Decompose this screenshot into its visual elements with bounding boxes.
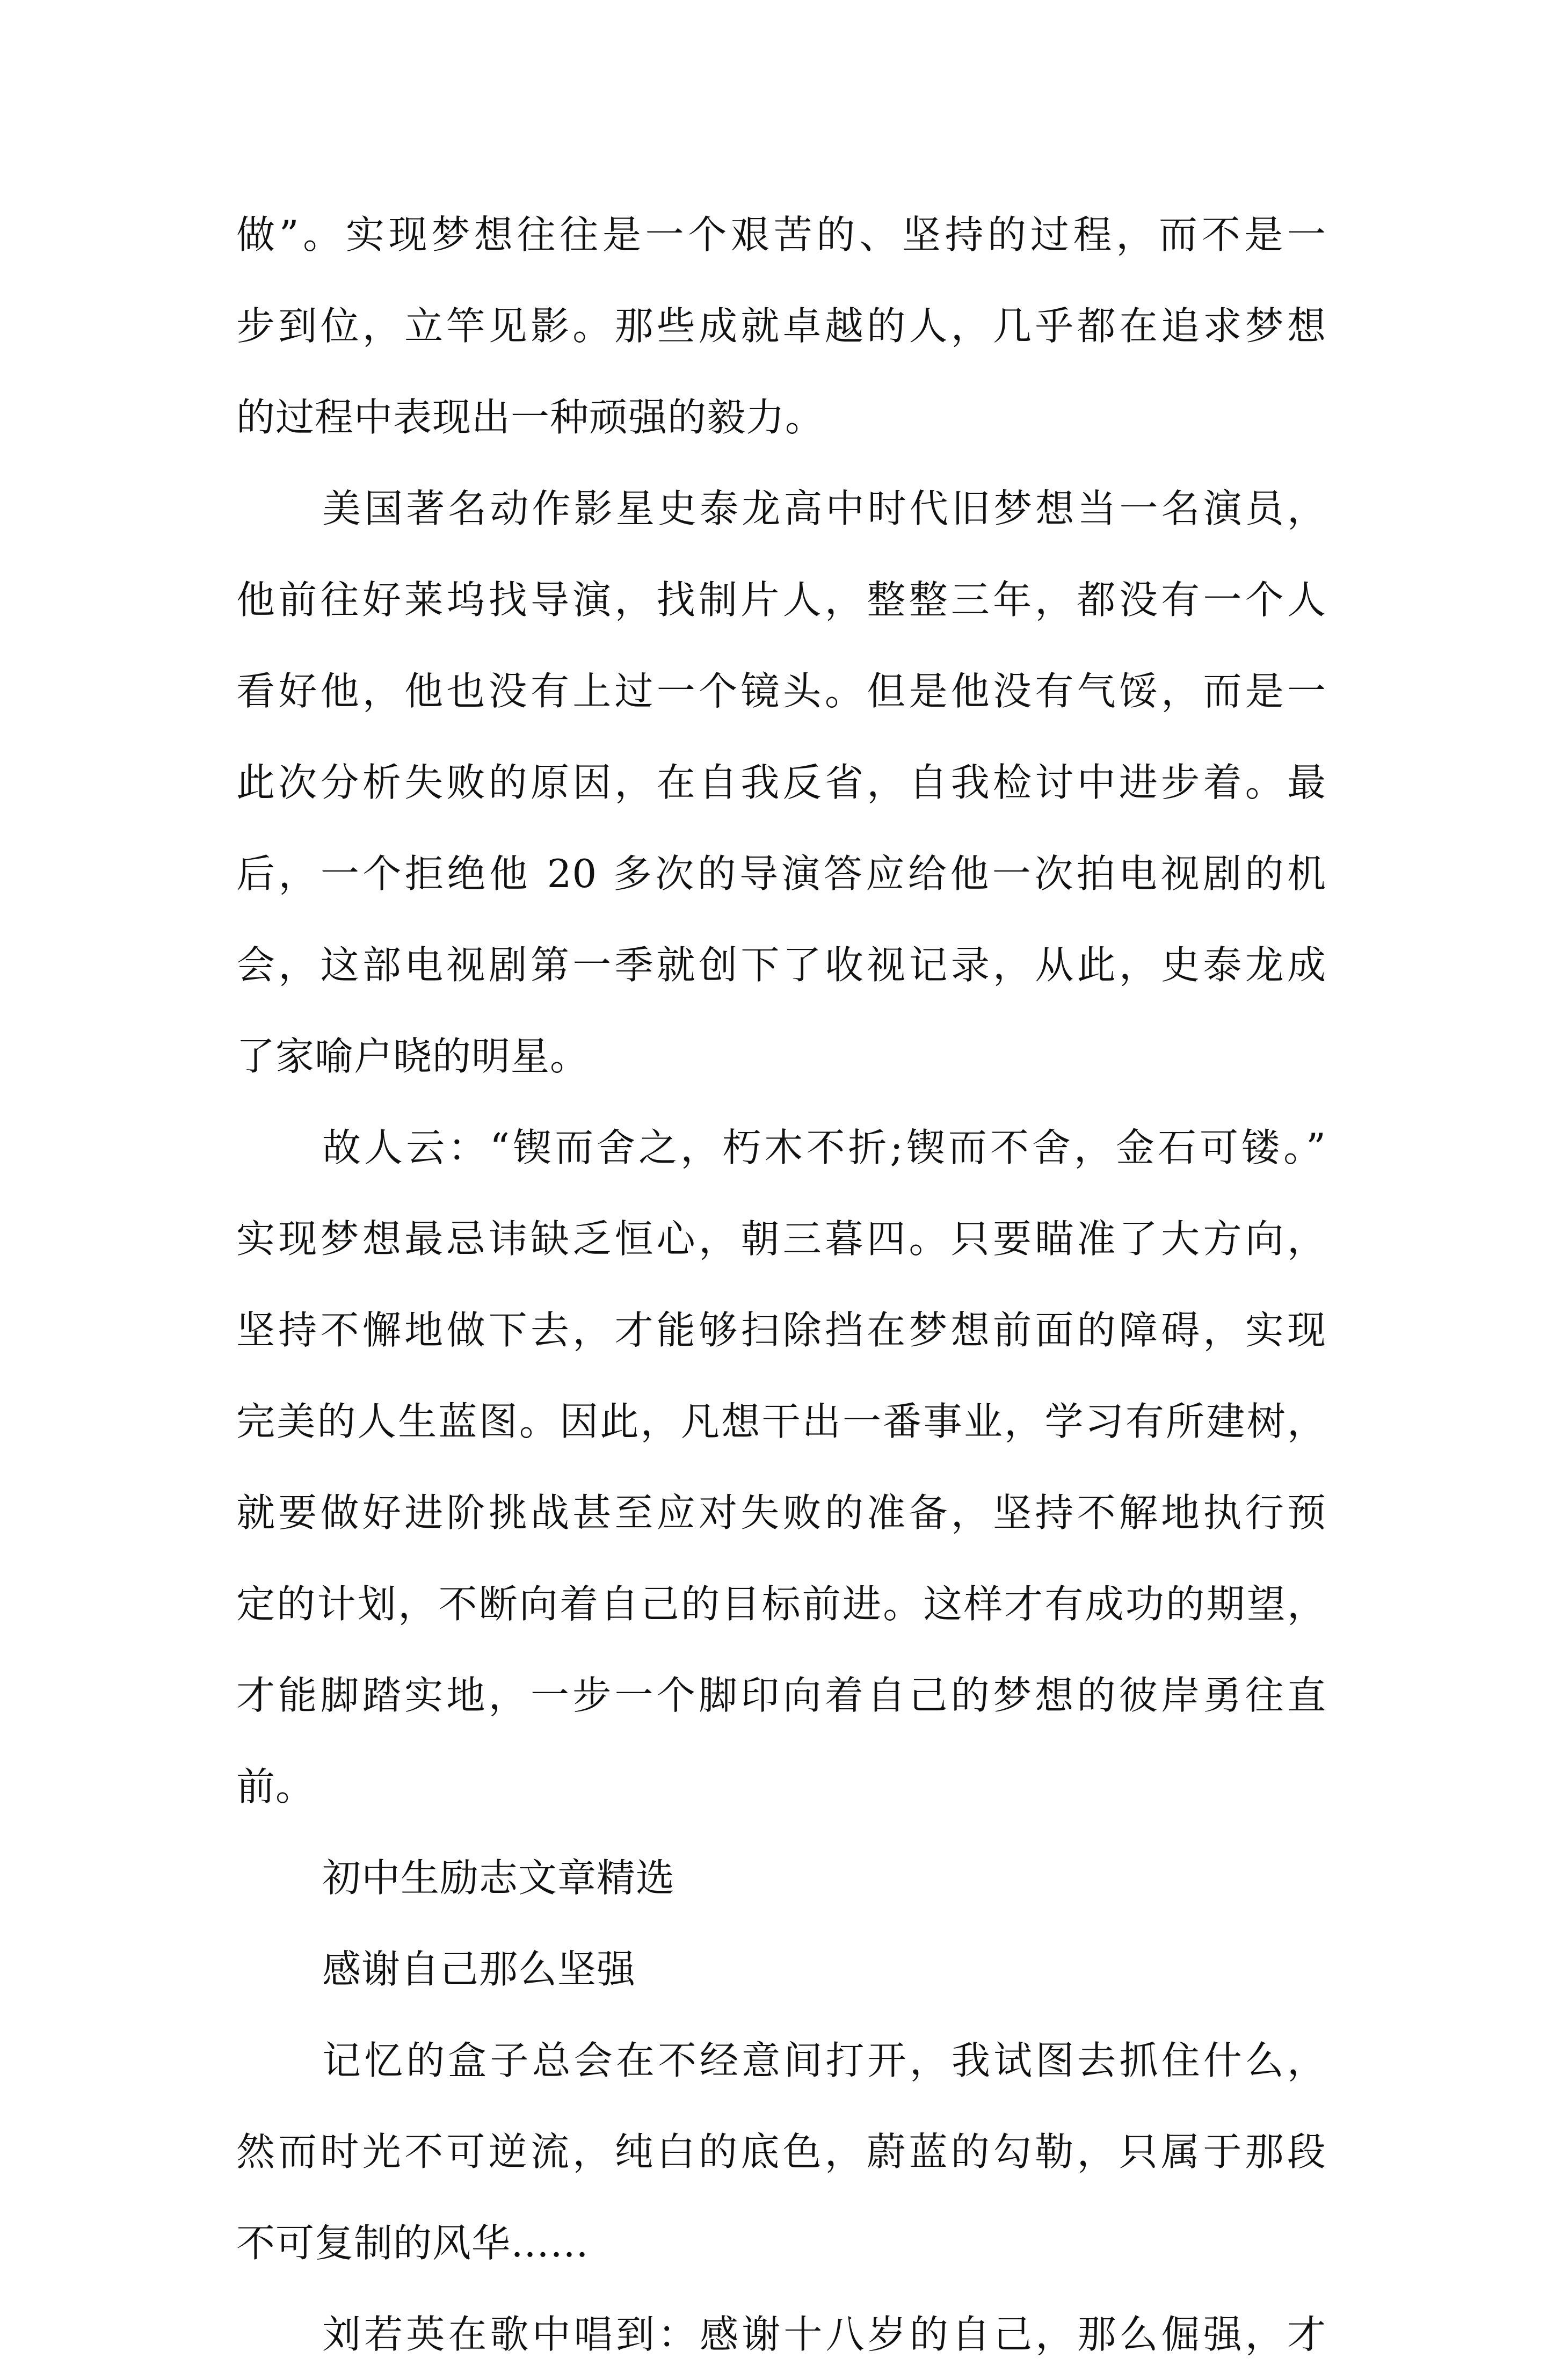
paragraph-4: [236, 2015, 1326, 2289]
text-line: 故人云：“锲而舍之，朽木不折;锲而不舍，金石可镂。”: [322, 1125, 1326, 1170]
document-body: [236, 189, 1326, 2380]
paragraph-2: [236, 463, 1326, 1102]
text-line: 坚持不懈地做下去，才能够扫除挡在梦想前面的障碍，实现: [236, 1308, 1326, 1353]
paragraph-5: [236, 2289, 1326, 2380]
text-line: 的过程中表现出一种顽强的毅力。: [236, 395, 825, 440]
text-line: 记忆的盒子总会在不经意间打开，我试图去抓住什么，: [322, 2038, 1326, 2083]
text-line: 才能脚踏实地，一步一个脚印向着自己的梦想的彼岸勇往直: [236, 1673, 1326, 1718]
text-line: 完美的人生蓝图。因此，凡想干出一番事业，学习有所建树，: [236, 1399, 1326, 1444]
text-line: 前。: [236, 1764, 315, 1809]
text-line: 会，这部电视剧第一季就创下了收视记录，从此，史泰龙成: [236, 942, 1326, 988]
paragraph-1: [236, 189, 1326, 463]
text-line: 不可复制的风华……: [236, 2221, 590, 2266]
text-line: 步到位，立竿见影。那些成就卓越的人，几乎都在追求梦想: [236, 303, 1326, 349]
text-line: 他前往好莱坞找导演，找制片人，整整三年，都没有一个人: [236, 577, 1326, 622]
article-heading: [236, 1832, 1326, 1924]
text-line: 然而时光不可逆流，纯白的底色，蔚蓝的勾勒，只属于那段: [236, 2129, 1326, 2174]
text-line: 后，一个拒绝他 20 多次的导演答应给他一次拍电视剧的机: [236, 851, 1326, 896]
text-line: 就要做好进阶挑战甚至应对失败的准备，坚持不解地执行预: [236, 1490, 1326, 1535]
heading-line: 初中生励志文章精选: [322, 1855, 676, 1900]
text-line: 刘若英在歌中唱到：感谢十八岁的自己，那么倔强，才: [322, 2312, 1326, 2357]
article-title: [236, 1924, 1326, 2015]
text-line: 了家喻户晓的明星。: [236, 1034, 590, 1079]
title-line: 感谢自己那么坚强: [322, 1947, 636, 1992]
text-line: 此次分析失败的原因，在自我反省，自我检讨中进步着。最: [236, 760, 1326, 805]
text-line: 实现梦想最忌讳缺乏恒心，朝三暮四。只要瞄准了大方向，: [236, 1216, 1326, 1261]
text-line: 看好他，他也没有上过一个镜头。但是他没有气馁，而是一: [236, 669, 1326, 714]
text-line: 做”。实现梦想往往是一个艰苦的、坚持的过程，而不是一: [236, 212, 1326, 257]
text-line: 定的计划，不断向着自己的目标前进。这样才有成功的期望，: [236, 1581, 1326, 1627]
paragraph-3: [236, 1102, 1326, 1832]
text-line: 美国著名动作影星史泰龙高中时代旧梦想当一名演员，: [322, 486, 1326, 531]
